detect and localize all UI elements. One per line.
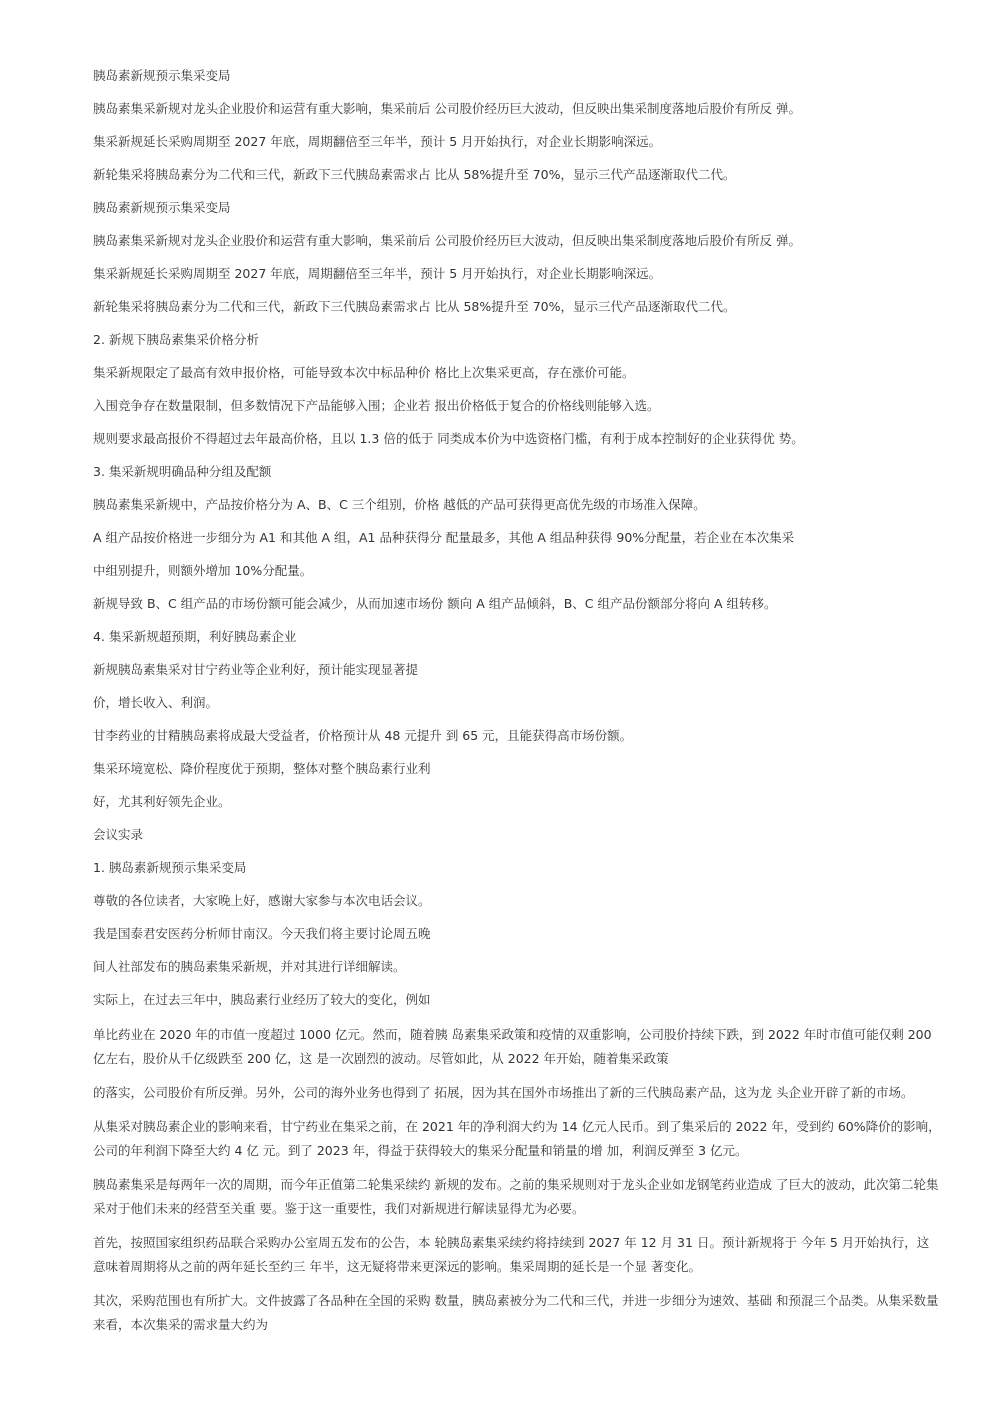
paragraph: 胰岛素集采是每两年一次的周期，而今年正值第二轮集采续约 新规的发布。之前的集采规则对于龙头企业如龙钢笔药业造成 了巨大的波动，此次第二轮集采对于他们未来的经营至关重 要。鉴于这一重要性，我们对新规进行解读显得尤为必要。 (93, 1177, 939, 1216)
heading-section-3: 3. 集采新规明确品种分组及配额 (93, 464, 272, 479)
paragraph: 新规导致 B、C 组产品的市场份额可能会减少，从而加速市场份 额向 A 组产品倾斜，B、C 组产品份额部分将向 A 组转移。 (93, 596, 777, 611)
paragraph: 间人社部发布的胰岛素集采新规，并对其进行详细解读。 (93, 959, 406, 974)
heading-section-1-repeat: 胰岛素新规预示集采变局 (93, 200, 231, 215)
paragraph: 胰岛素集采新规对龙头企业股价和运营有重大影响，集采前后 公司股价经历巨大波动，但反映出集采制度落地后股价有所反 弹。 (93, 233, 801, 248)
paragraph: 胰岛素集采新规对龙头企业股价和运营有重大影响，集采前后 公司股价经历巨大波动，但反映出集采制度落地后股价有所反 弹。 (93, 101, 801, 116)
paragraph: 价，增长收入、利润。 (93, 695, 219, 710)
heading-section-2: 2. 新规下胰岛素集采价格分析 (93, 332, 259, 347)
heading-meeting-record: 会议实录 (93, 827, 144, 842)
paragraph: A 组产品按价格进一步细分为 A1 和其他 A 组，A1 品种获得分 配量最多，其他 A 组品种获得 90%分配量，若企业在本次集采 (93, 530, 795, 545)
paragraph: 胰岛素集采新规中，产品按价格分为 A、B、C 三个组别，价格 越低的产品可获得更高优先级的市场准入保障。 (93, 497, 706, 512)
paragraph: 新轮集采将胰岛素分为二代和三代，新政下三代胰岛素需求占 比从 58%提升至 70%，显示三代产品逐渐取代二代。 (93, 167, 736, 182)
paragraph: 尊敬的各位读者，大家晚上好，感谢大家参与本次电话会议。 (93, 893, 431, 908)
paragraph: 集采环境宽松、降价程度优于预期，整体对整个胰岛素行业利 (93, 761, 431, 776)
heading-section-1: 胰岛素新规预示集采变局 (93, 68, 231, 83)
paragraph: 的落实，公司股价有所反弹。另外，公司的海外业务也得到了 拓展，因为其在国外市场推出了新的三代胰岛素产品，这为龙 头企业开辟了新的市场。 (93, 1085, 914, 1100)
paragraph: 新规胰岛素集采对甘宁药业等企业利好，预计能实现显著提 (93, 662, 419, 677)
document-body (93, 66, 941, 1347)
paragraph: 集采新规延长采购周期至 2027 年底，周期翻倍至三年半，预计 5 月开始执行，对企业长期影响深远。 (93, 266, 662, 281)
heading-section-4: 4. 集采新规超预期，利好胰岛素企业 (93, 629, 297, 644)
paragraph: 入围竞争存在数量限制，但多数情况下产品能够入围；企业若 报出价格低于复合的价格线则能够入选。 (93, 398, 660, 413)
paragraph: 实际上，在过去三年中，胰岛素行业经历了较大的变化，例如 (93, 992, 431, 1007)
paragraph: 从集采对胰岛素企业的影响来看，甘宁药业在集采之前，在 2021 年的净利润大约为 14 亿元人民币。到了集采后的 2022 年，受到约 60%降价的影响，公司的年利润下降至大约 4 亿 元。到了 2023 年，得益于获得较大的集采分配量和销量的增 加，利润反弹至 3 亿元。 (93, 1119, 941, 1158)
heading-transcript-section-1: 1. 胰岛素新规预示集采变局 (93, 860, 247, 875)
paragraph: 我是国泰君安医药分析师甘南汉。今天我们将主要讨论周五晚 (93, 926, 431, 941)
paragraph: 其次，采购范围也有所扩大。文件披露了各品种在全国的采购 数量，胰岛素被分为二代和三代，并进一步细分为速效、基础 和预混三个品类。从集采数量来看，本次集采的需求量大约为 (93, 1293, 939, 1332)
paragraph: 规则要求最高报价不得超过去年最高价格，且以 1.3 倍的低于 同类成本价为中选资格门槛，有利于成本控制好的企业获得优 势。 (93, 431, 804, 446)
paragraph: 首先，按照国家组织药品联合采购办公室周五发布的公告，本 轮胰岛素集采续约将持续到 2027 年 12 月 31 日。预计新规将于 今年 5 月开始执行，这意味着周期将从之前的两年延长至约三 年半，这无疑将带来更深远的影响。集采周期的延长是一个显 著变化。 (93, 1235, 930, 1274)
paragraph: 中组别提升，则额外增加 10%分配量。 (93, 563, 313, 578)
paragraph: 集采新规限定了最高有效申报价格，可能导致本次中标品种价 格比上次集采更高，存在涨价可能。 (93, 365, 635, 380)
paragraph: 集采新规延长采购周期至 2027 年底，周期翻倍至三年半，预计 5 月开始执行，对企业长期影响深远。 (93, 134, 662, 149)
paragraph: 好，尤其利好领先企业。 (93, 794, 231, 809)
paragraph: 单比药业在 2020 年的市值一度超过 1000 亿元。然而，随着胰 岛素集采政策和疫情的双重影响，公司股价持续下跌，到 2022 年时市值可能仅剩 200 亿左右，股价从千亿级跌至 200 亿，这 是一次剧烈的波动。尽管如此，从 2022 年开始，随着集采政策 (93, 1027, 932, 1066)
paragraph: 新轮集采将胰岛素分为二代和三代，新政下三代胰岛素需求占 比从 58%提升至 70%，显示三代产品逐渐取代二代。 (93, 299, 736, 314)
paragraph: 甘李药业的甘精胰岛素将成最大受益者，价格预计从 48 元提升 到 65 元，且能获得高市场份额。 (93, 728, 633, 743)
